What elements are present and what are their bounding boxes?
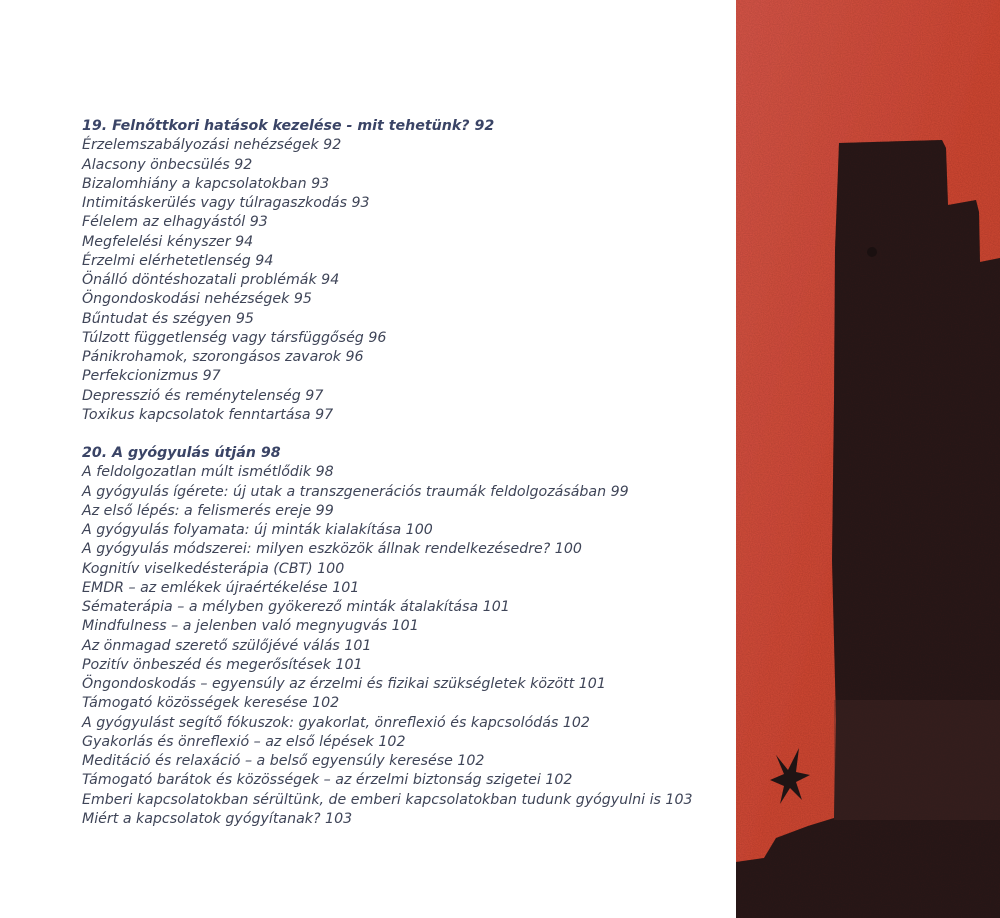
dark-spot [867, 247, 877, 257]
toc-entry: A gyógyulás ígérete: új utak a transzgenerációs traumák feldolgozásában 99 [82, 483, 629, 500]
toc-entry: A gyógyulás módszerei: milyen eszközök állnak rendelkezésedre? 100 [82, 541, 582, 558]
section-title: 20. A gyógyulás útján 98 [82, 445, 281, 461]
toc-entry: Pozitív önbeszéd és megerősítések 101 [82, 656, 363, 673]
toc-entry: Bűntudat és szégyen 95 [82, 310, 254, 327]
toc-entry: Perfekcionizmus 97 [82, 368, 221, 385]
toc-entry: Az első lépés: a felismerés ereje 99 [82, 502, 334, 519]
toc-entry: Érzelemszabályozási nehézségek 92 [82, 137, 342, 154]
toc-section-20 [82, 444, 732, 829]
toc-entry: Érzelmi elérhetetlenség 94 [82, 252, 274, 269]
toc-entry: Emberi kapcsolatokban sérültünk, de emberi kapcsolatokban tudunk gyógyulni is 103 [82, 791, 693, 808]
toc-entry: EMDR – az emlékek újraértékelése 101 [82, 579, 360, 596]
toc-entry: Pánikrohamok, szorongásos zavarok 96 [82, 349, 364, 365]
toc-entry: Gyakorlás és önreflexió – az első lépések 102 [82, 733, 406, 750]
toc-entry: Félelem az elhagyástól 93 [82, 214, 268, 231]
toc-entry: A gyógyulást segítő fókuszok: gyakorlat, önreflexió és kapcsolódás 102 [82, 714, 590, 731]
toc-section-19 [82, 117, 732, 425]
toc-entry: Az önmagad szerető szülőjévé válás 101 [82, 637, 372, 654]
section-title: 19. Felnőttkori hatások kezelése - mit tehetünk? 92 [82, 118, 495, 134]
toc-entry: A gyógyulás folyamata: új minták kialakítása 100 [82, 522, 433, 538]
toc-entry: Mindfulness – a jelenben való megnyugvás 101 [82, 618, 419, 635]
toc-entry: Toxikus kapcsolatok fenntartása 97 [82, 406, 334, 423]
toc-entry: Támogató barátok és közösségek – az érzelmi biztonság szigetei 102 [82, 772, 573, 789]
toc-entry: Öngondoskodás – egyensúly az érzelmi és fizikai szükségletek között 101 [82, 676, 606, 692]
toc-entry: Bizalomhiány a kapcsolatokban 93 [82, 175, 330, 192]
toc-entry: Sématerápia – a mélyben gyökerező minták átalakítása 101 [82, 599, 510, 615]
abstract-painting [736, 0, 1000, 918]
toc-entry: Depresszió és reménytelenség 97 [82, 387, 324, 404]
toc-entry: Megfelelési kényszer 94 [82, 233, 254, 250]
toc-entry: Alacsony önbecsülés 92 [82, 156, 253, 173]
toc-entry: Kognitív viselkedésterápia (CBT) 100 [82, 560, 345, 577]
toc-entry: Önálló döntéshozatali problémák 94 [82, 272, 340, 288]
toc-entry: A feldolgozatlan múlt ismétlődik 98 [82, 464, 334, 481]
toc-entry: Túlzott függetlenség vagy társfüggőség 96 [82, 329, 387, 346]
toc-entry: Meditáció és relaxáció – a belső egyensúly keresése 102 [82, 753, 485, 769]
toc-entry: Öngondoskodási nehézségek 95 [82, 291, 312, 308]
table-of-contents [82, 117, 732, 829]
toc-entry: Támogató közösségek keresése 102 [82, 695, 340, 712]
cover-artwork [736, 0, 1000, 918]
toc-entry: Intimitáskerülés vagy túlragaszkodás 93 [82, 195, 370, 211]
toc-entry: Miért a kapcsolatok gyógyítanak? 103 [82, 810, 353, 827]
shadow-haze [834, 700, 1000, 820]
